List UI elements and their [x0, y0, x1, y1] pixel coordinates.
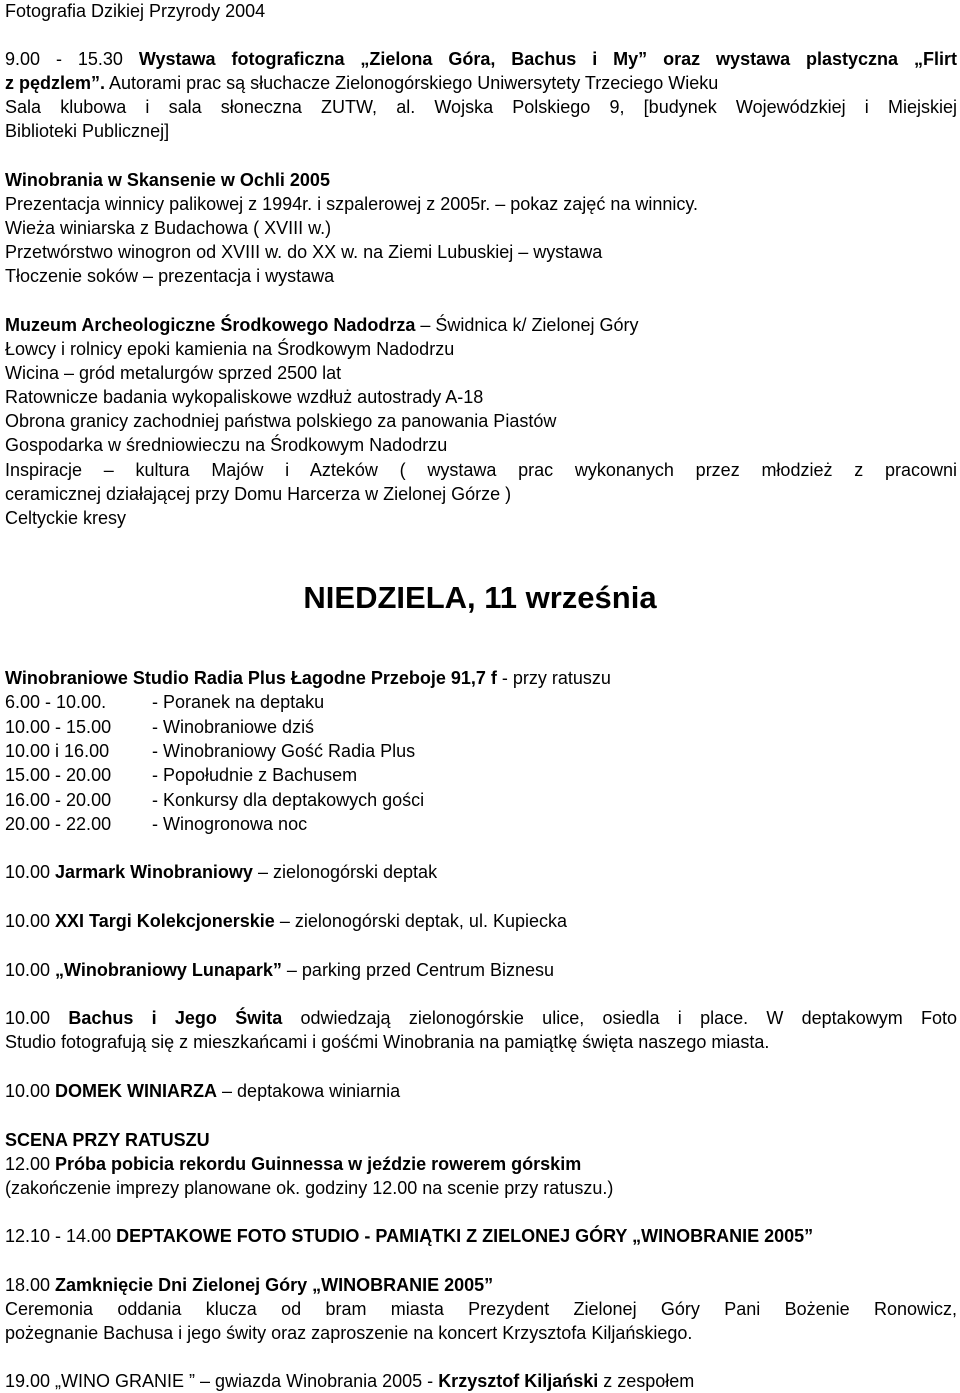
scena-note: (zakończenie imprezy planowane ok. godziny 12.00 na scenie przy ratuszu.): [5, 1178, 614, 1198]
schedule-row: 10.00 i 16.00 - Winobraniowy Gość Radia Plus: [5, 741, 416, 761]
museum-item: Obrona granicy zachodniej państwa polskiego za panowania Piastów: [5, 411, 557, 431]
skansen-item: Wieża winiarska z Budachowa ( XVIII w.): [5, 218, 332, 238]
event-foto-studio: 12.10 - 14.00 DEPTAKOWE FOTO STUDIO - PAMIĄTKI Z ZIELONEJ GÓRY „WINOBRANIE 2005”: [5, 1226, 814, 1246]
scena-event: 12.00 Próba pobicia rekordu Guinnessa w jeździe rowerem górskim: [5, 1154, 582, 1174]
exhibition-line-1: 9.00 - 15.30 Wystawa fotograficzna „Zielona Góra, Bachus i My” oraz wystawa plastyczna „Flirt: [5, 49, 957, 69]
museum-title-line: Muzeum Archeologiczne Środkowego Nadodrza – Świdnica k/ Zielonej Góry: [5, 315, 639, 335]
scena-title: SCENA PRZY RATUSZU: [5, 1130, 210, 1150]
radio-title-line: Winobraniowe Studio Radia Plus Łagodne Przeboje 91,7 f - przy ratuszu: [5, 668, 611, 688]
museum-item: Ratownicze badania wykopaliskowe wzdłuż autostrady A-18: [5, 387, 484, 407]
museum-item: Gospodarka w średniowieczu na Środkowym Nadodrzu: [5, 435, 448, 455]
exhibition-location-1: Sala klubowa i sala słoneczna ZUTW, al. Wojska Polskiego 9, [budynek Wojewódzkiej i Miejskiej: [5, 97, 957, 117]
skansen-item: Tłoczenie soków – prezentacja i wystawa: [5, 266, 335, 286]
museum-item: Łowcy i rolnicy epoki kamienia na Środkowym Nadodrzu: [5, 339, 455, 359]
skansen-item: Przetwórstwo winogron od XVIII w. do XX w. na Ziemi Lubuskiej – wystawa: [5, 242, 603, 262]
schedule-row: 16.00 - 20.00 - Konkursy dla deptakowych gości: [5, 790, 425, 810]
museum-item: Wicina – gród metalurgów sprzed 2500 lat: [5, 363, 342, 383]
event-bachus: 10.00 Bachus i Jego Świta odwiedzają zielonogórskie ulice, osiedla i place. W deptakowym Foto: [5, 1008, 957, 1028]
museum-item: Inspiracje – kultura Majów i Azteków ( wystawa prac wykonanych przez młodzież z pracowni: [5, 460, 957, 480]
schedule-row: 15.00 - 20.00 - Popołudnie z Bachusem: [5, 765, 358, 785]
museum-item: ceramicznej działającej przy Domu Harcerza w Zielonej Górze ): [5, 484, 512, 504]
zamkniecie-line-1: Ceremonia oddania klucza od bram miasta Prezydent Zielonej Góry Pani Bożenie Ronowicz,: [5, 1299, 957, 1319]
exhibition-location-2: Biblioteki Publicznej]: [5, 121, 170, 141]
sunday-heading: NIEDZIELA, 11 września: [303, 580, 657, 615]
museum-item: Celtyckie kresy: [5, 508, 127, 528]
page-header-title: Fotografia Dzikiej Przyrody 2004: [5, 1, 266, 21]
zamkniecie-line-2: pożegnanie Bachusa i jego świty oraz zaproszenie na koncert Krzysztofa Kiljańskiego.: [5, 1323, 693, 1343]
event-jarmark: 10.00 Jarmark Winobraniowy – zielonogórski deptak: [5, 862, 438, 882]
event-bachus-line-2: Studio fotografują się z mieszkańcami i gośćmi Winobrania na pamiątkę święta naszego miasta.: [5, 1032, 770, 1052]
event-targi: 10.00 XXI Targi Kolekcjonerskie – zielonogórski deptak, ul. Kupiecka: [5, 911, 567, 931]
event-lunapark: 10.00 „Winobraniowy Lunapark” – parking przed Centrum Biznesu: [5, 960, 555, 980]
schedule-row: 10.00 - 15.00 - Winobraniowe dziś: [5, 717, 315, 737]
event-wino-granie: 19.00 „WINO GRANIE ” – gwiazda Winobrania 2005 - Krzysztof Kiljański z zespołem: [5, 1371, 695, 1391]
event-domek: 10.00 DOMEK WINIARZA – deptakowa winiarnia: [5, 1081, 401, 1101]
skansen-item: Prezentacja winnicy palikowej z 1994r. i szpalerowej z 2005r. – pokaz zajęć na winnicy.: [5, 194, 699, 214]
exhibition-line-2: z pędzlem”. Autorami prac są słuchacze Zielonogórskiego Uniwersytety Trzeciego Wieku: [5, 73, 719, 93]
skansen-title: Winobrania w Skansenie w Ochli 2005: [5, 170, 330, 190]
schedule-row: 6.00 - 10.00. - Poranek na deptaku: [5, 692, 325, 712]
event-zamkniecie: 18.00 Zamknięcie Dni Zielonej Góry „WINOBRANIE 2005”: [5, 1275, 494, 1295]
schedule-row: 20.00 - 22.00 - Winogronowa noc: [5, 814, 308, 834]
